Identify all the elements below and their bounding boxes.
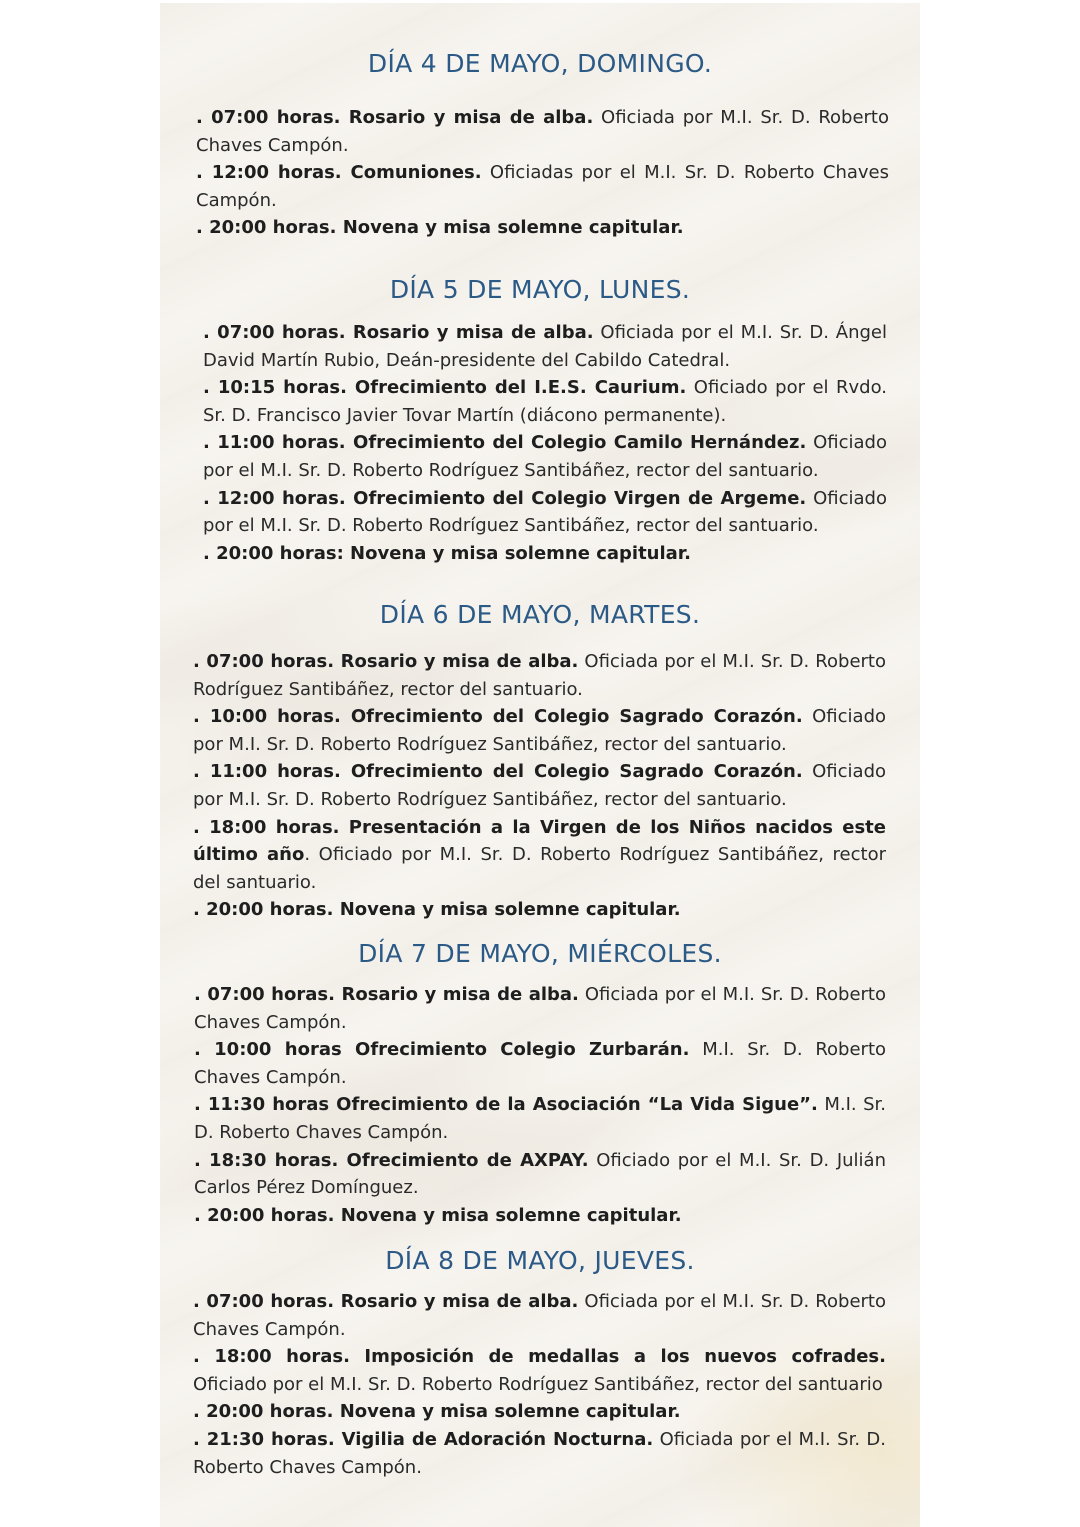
event-item: . 10:00 horas. Ofrecimiento del Colegio Sagrado Corazón. Oficiado por M.I. Sr. D. Roberto Rodríguez Santibáñez, rector del santuario. bbox=[193, 706, 887, 755]
event-item: . 21:30 horas. Vigilia de Adoración Nocturna. Oficiada por el M.I. Sr. D. Roberto Chaves Campón. bbox=[193, 1428, 886, 1478]
event-item: . 07:00 horas. Rosario y misa de alba. Oficiada por el M.I. Sr. D. Roberto Chaves Campón. bbox=[193, 1291, 886, 1340]
event-item: . 07:00 horas. Rosario y misa de alba. Oficiada por el M.I. Sr. D. Ángel David Martín Rubio, Deán-presidente del Cabildo Catedral. bbox=[203, 322, 887, 371]
event-item: . 18:00 horas. Presentación a la Virgen de los Niños nacidos este último año. Oficiado por M.I. Sr. D. Roberto Rodríguez Santibáñez, rector del santuario. bbox=[193, 816, 886, 893]
event-item: . 11:00 horas. Ofrecimiento del Colegio Camilo Hernández. Oficiado por el M.I. Sr. D. Roberto Rodríguez Santibáñez, rector del santuario. bbox=[203, 432, 887, 481]
day-events bbox=[193, 648, 886, 924]
event-item: . 20:00 horas. Novena y misa solemne capitular. bbox=[193, 899, 681, 921]
day-events bbox=[196, 104, 889, 242]
event-item: . 18:30 horas. Ofrecimiento de AXPAY. Oficiado por el M.I. Sr. D. Julián Carlos Pérez Domínguez. bbox=[194, 1149, 886, 1199]
day-events bbox=[193, 1288, 886, 1481]
event-item: . 18:00 horas. Imposición de medallas a los nuevos cofrades. Oficiado por el M.I. Sr. D. Roberto Rodríguez Santibáñez, rector del santuario bbox=[193, 1346, 886, 1395]
event-item: . 10:15 horas. Ofrecimiento del I.E.S. Caurium. Oficiado por el Rvdo. Sr. D. Francisco Javier Tovar Martín (diácono permanente). bbox=[203, 377, 887, 426]
event-item: . 12:00 horas. Ofrecimiento del Colegio Virgen de Argeme. Oficiado por el M.I. Sr. D. Roberto Rodríguez Santibáñez, rector del santuario. bbox=[203, 487, 887, 537]
event-item: . 20:00 horas. Novena y misa solemne capitular. bbox=[193, 1401, 681, 1423]
event-item: . 11:00 horas. Ofrecimiento del Colegio Sagrado Corazón. Oficiado por M.I. Sr. D. Roberto Rodríguez Santibáñez, rector del santuario. bbox=[193, 761, 887, 810]
event-item: . 10:00 horas Ofrecimiento Colegio Zurbarán. M.I. Sr. D. Roberto Chaves Campón. bbox=[194, 1039, 887, 1088]
day-events bbox=[203, 319, 887, 567]
day-heading: DÍA 7 DE MAYO, MIÉRCOLES. bbox=[358, 939, 722, 968]
event-item: . 12:00 horas. Comuniones. Oficiadas por el M.I. Sr. D. Roberto Chaves Campón. bbox=[196, 162, 889, 211]
day-heading: DÍA 5 DE MAYO, LUNES. bbox=[389, 275, 691, 304]
day-heading: DÍA 4 DE MAYO, DOMINGO. bbox=[367, 49, 713, 78]
event-item: . 07:00 horas. Rosario y misa de alba. Oficiada por M.I. Sr. D. Roberto Chaves Campón. bbox=[196, 107, 889, 156]
event-item: . 07:00 horas. Rosario y misa de alba. Oficiada por el M.I. Sr. D. Roberto Chaves Campón. bbox=[194, 984, 886, 1033]
schedule-sheet bbox=[160, 3, 920, 1527]
event-item: . 20:00 horas. Novena y misa solemne capitular. bbox=[196, 217, 684, 239]
day-heading: DÍA 8 DE MAYO, JUEVES. bbox=[385, 1246, 695, 1275]
event-item: . 20:00 horas: Novena y misa solemne capitular. bbox=[203, 542, 691, 564]
event-item: . 11:30 horas Ofrecimiento de la Asociación “La Vida Sigue”. M.I. Sr. D. Roberto Chaves Campón. bbox=[194, 1094, 887, 1143]
day-events bbox=[194, 981, 886, 1229]
event-item: . 20:00 horas. Novena y misa solemne capitular. bbox=[194, 1204, 682, 1226]
event-item: . 07:00 horas. Rosario y misa de alba. Oficiada por el M.I. Sr. D. Roberto Rodríguez Santibáñez, rector del santuario. bbox=[193, 651, 886, 700]
day-heading: DÍA 6 DE MAYO, MARTES. bbox=[379, 600, 701, 629]
